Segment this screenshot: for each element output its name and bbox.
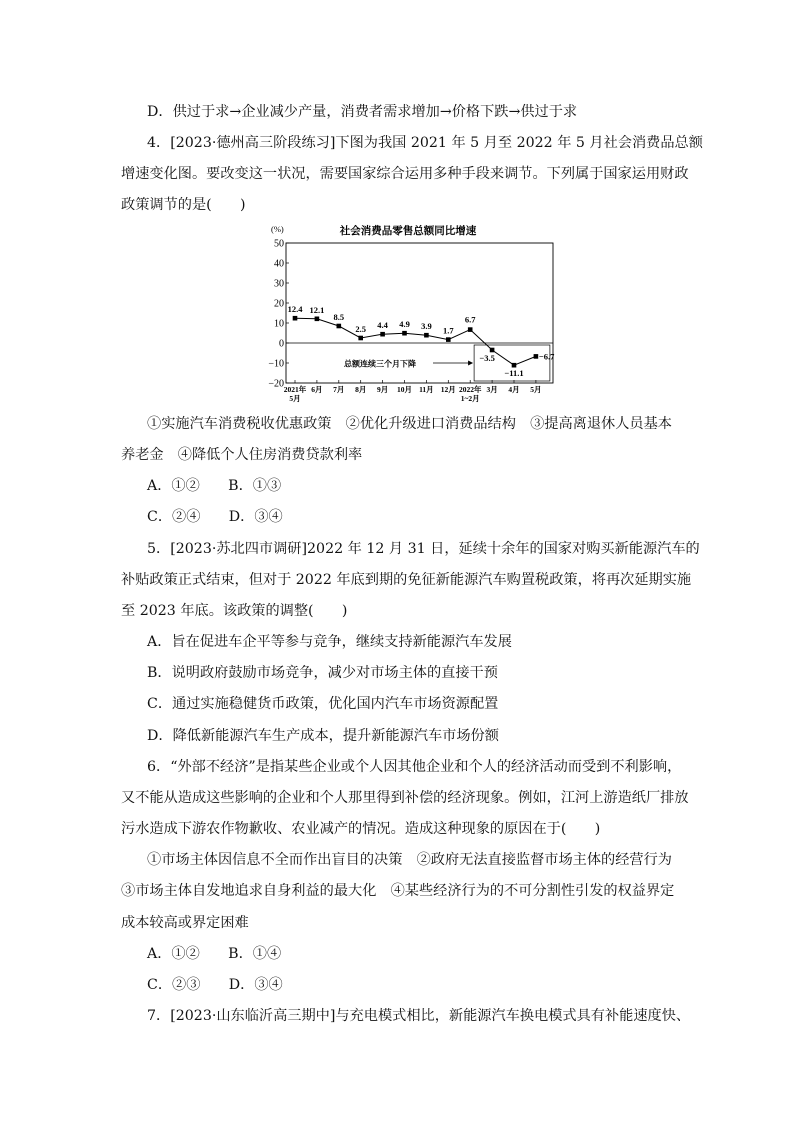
data-point: [380, 332, 385, 337]
x-tick-label: 6月: [311, 385, 323, 394]
data-point: [358, 336, 363, 341]
data-point: [293, 316, 298, 321]
question-6-stem: 6．“外部不经济”是指某些企业或个人因其他企业和个人的经济活动而受到不利影响，: [147, 759, 682, 775]
x-tick-label: 4月: [508, 385, 520, 394]
question-6-options-cd: C．②③ D．③④: [147, 977, 283, 993]
question-5-option-a: A．旨在促进车企平等参与竞争，继续支持新能源汽车发展: [147, 634, 512, 650]
data-label: −3.5: [479, 353, 495, 363]
x-tick-label: 5月: [530, 385, 542, 394]
data-point: [468, 327, 473, 332]
consumer-retail-growth-chart: [258, 218, 558, 408]
question-5-option-b: B．说明政府鼓励市场竞争，减少对市场主体的直接干预: [147, 665, 498, 681]
question-6-stem-end: 污水造成下游农作物歉收、农业减产的情况。造成这种现象的原因在于( ): [121, 821, 601, 837]
data-label: 3.9: [421, 321, 432, 332]
question-4-statements-cont: 养老金 ④降低个人住房消费贷款利率: [121, 447, 363, 463]
question-4-stem-end: 政策调节的是( ): [121, 197, 246, 213]
data-label: 1.7: [442, 325, 454, 336]
data-point: [534, 354, 539, 359]
y-tick-label: 20: [274, 298, 284, 310]
question-4-stem-cont: 增速变化图。要改变这一状况，需要国家综合运用多种手段来调节。下列属于国家运用财政: [121, 166, 689, 182]
data-point: [512, 363, 517, 368]
x-tick-label: 9月: [376, 385, 389, 394]
question-4-options-ab: A．①② B．①③: [147, 478, 282, 494]
y-tick-label: 0: [279, 338, 284, 350]
data-label: 12.4: [287, 304, 303, 315]
question-5-stem: 5．[2023·苏北四市调研]2022 年 12 月 31 日，延续十余年的国家对购买新能源汽车的: [147, 541, 700, 557]
question-4-stem: 4．[2023·德州高三阶段练习]下图为我国 2021 年 5 月至 2022 年 5 月社会消费品总额: [147, 135, 703, 151]
x-tick-label: 7月: [333, 385, 345, 394]
data-label: 6.7: [464, 314, 476, 325]
option-4d-from-prev: D．供过于求→企业减少产量，消费者需求增加→价格下跌→供过于求: [147, 104, 578, 120]
plot-frame: [286, 243, 553, 383]
data-point: [337, 324, 342, 329]
data-label: 4.4: [377, 320, 388, 331]
question-4-options-cd: C．②④ D．③④: [147, 509, 283, 525]
data-point: [315, 317, 320, 322]
data-label: 12.1: [309, 304, 325, 315]
question-6-stem-cont: 又不能从造成这些影响的企业和个人那里得到补偿的经济现象。例如，江河上游造纸厂排放: [121, 790, 689, 806]
question-6-statements: ①市场主体因信息不全而作出盲目的决策 ②政府无法直接监督市场主体的经营行为: [147, 852, 672, 868]
data-label: 2.5: [355, 324, 367, 334]
series-line: [295, 318, 536, 365]
y-tick-label: 50: [274, 238, 284, 250]
y-tick-label: 40: [274, 258, 284, 270]
data-label: −6.7: [538, 351, 555, 362]
question-6-statements-cont: ③市场主体自发地追求自身利益的最大化 ④某些经济行为的不可分割性引发的权益界定: [121, 883, 675, 899]
annotation-arrow-head: [468, 361, 473, 366]
question-6-statements-end: 成本较高或界定困难: [121, 915, 249, 931]
question-4-statements: ①实施汽车消费税收优惠政策 ②优化升级进口消费品结构 ③提高离退休人员基本: [147, 416, 672, 432]
x-tick-label: 8月: [355, 385, 367, 394]
x-tick-label: 2022年 1~2月: [458, 385, 482, 403]
question-5-stem-end: 至 2023 年底。该政策的调整( ): [121, 603, 348, 619]
question-5-option-d: D．降低新能源汽车生产成本，提升新能源汽车市场份额: [147, 728, 499, 744]
y-axis-unit: (%): [271, 224, 284, 234]
y-tick-label: −10: [268, 358, 284, 370]
x-tick-label: 11月: [419, 385, 434, 394]
question-5-stem-cont: 补贴政策正式结束，但对于 2022 年底到期的免征新能源汽车购置税政策，将再次延期实施: [121, 572, 692, 588]
y-tick-label: 10: [274, 318, 284, 330]
y-tick-label: 30: [274, 278, 284, 290]
data-label: −11.1: [504, 368, 524, 379]
x-tick-label: 12月: [440, 385, 456, 394]
chart-title: 社会消费品零售总额同比增速: [339, 226, 477, 237]
data-point: [446, 337, 451, 342]
x-tick-label: 10月: [397, 385, 412, 394]
annotation-label: 总额连续三个月下降: [344, 359, 416, 369]
x-tick-label: 2021年 5月: [283, 385, 307, 403]
data-label: 8.5: [333, 312, 345, 322]
x-tick-label: 3月: [486, 385, 498, 394]
y-tick-label: −20: [268, 378, 284, 390]
question-5-option-c: C．通过实施稳健货币政策，优化国内汽车市场资源配置: [147, 696, 499, 712]
data-point: [490, 348, 495, 353]
question-6-options-ab: A．①② B．①④: [147, 946, 282, 962]
data-point: [402, 331, 407, 336]
data-point: [424, 333, 429, 338]
data-label: 4.9: [399, 319, 410, 330]
question-7-stem: 7．[2023·山东临沂高三期中]与充电模式相比，新能源汽车换电模式具有补能速度快、: [147, 1008, 691, 1024]
